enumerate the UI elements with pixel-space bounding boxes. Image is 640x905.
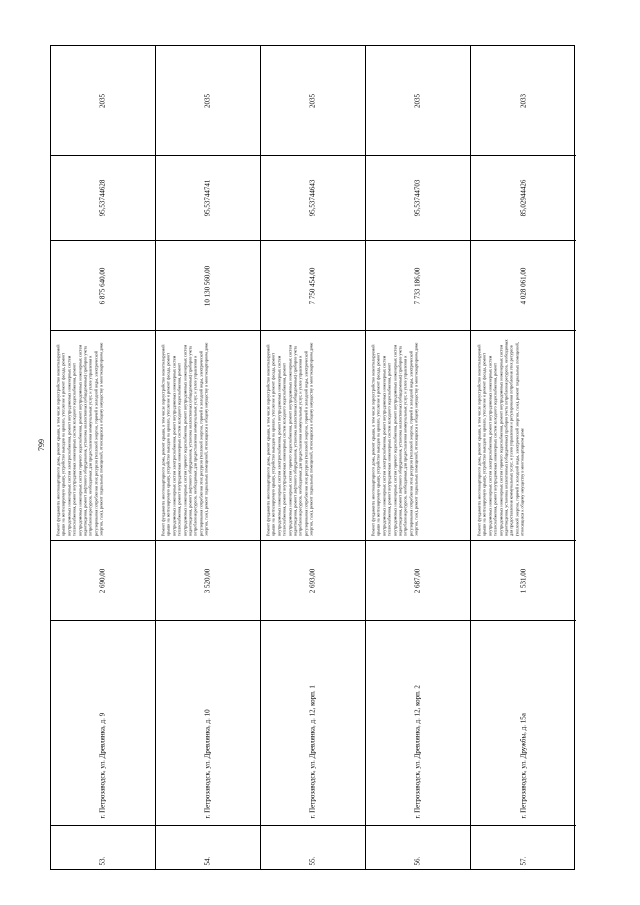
total-cost: 10 130 560,00 [203, 265, 212, 306]
planned-year: 2035 [413, 93, 422, 108]
planned-year: 2035 [98, 93, 107, 108]
building-address: г. Петрозаводск, ул. Древлянка, д. 10 [203, 709, 212, 819]
planned-year: 2033 [519, 93, 527, 108]
building-area: 2 687,00 [413, 568, 422, 593]
row-number: 57. [519, 856, 527, 865]
table-row [156, 46, 261, 869]
unit-cost: 95,53744628 [98, 179, 107, 217]
works-description: Ремонт фундамента многоквартирного дома, ремонт крыши, в том числе переустройство невентилируемой крыши на вентилируемую крышу, устройство выходов на кровлю, утепление и ремонт фасада, ремонт внутридомовых инженерных систем электроснабжения, ремонт внутридомовых инженерных систем теплоснабжения, ремонт внутридомовых инженерных систем холодного водоснабжения, ремонт внутридомовых инженерных систем горячего водоснабжения, ремонт внутридомовых инженерных систем водоотведения, ремонт лифтового оборудования, установка коллективных (общедомовых) приборов учета потребления ресурсов, необходимых для предоставления коммунальных услуг, и узлов управления и регулирования потребления этих ресурсов (тепловой энергии, горячей и холодной воды, электрической энергии, газа), ремонт подвальных помещений, относящихся к общему имуществу в многоквартирном доме [370, 342, 419, 536]
building-address: г. Петрозаводск, ул. Дружбы, д. 15а [519, 713, 527, 819]
table-row [366, 46, 471, 869]
building-area: 1 531,00 [519, 568, 527, 593]
works-description: Ремонт фундамента многоквартирного дома, ремонт крыши, в том числе переустройство невентилируемой крыши на вентилируемую крышу, устройство выходов на кровлю, утепление и ремонт фасада, ремонт внутридомовых инженерных систем электроснабжения, ремонт внутридомовых инженерных систем теплоснабжения, ремонт внутридомовых инженерных систем холодного водоснабжения, ремонт внутридомовых инженерных систем горячего водоснабжения, ремонт внутридомовых инженерных систем водоотведения, ремонт лифтового оборудования, установка коллективных (общедомовых) приборов учета потребления ресурсов, необходимых для предоставления коммунальных услуг, и узлов управления и регулирования потребления этих ресурсов (тепловой энергии, горячей и холодной воды, электрической энергии, газа), ремонт подвальных помещений, относящихся к общему имуществу в многоквартирном доме [55, 342, 104, 536]
row-number: 56. [413, 856, 422, 865]
building-area: 3 520,00 [203, 568, 212, 593]
building-area: 2 690,00 [98, 568, 107, 593]
total-cost: 6 875 640,00 [98, 267, 107, 304]
table-row [471, 46, 576, 869]
table-row [51, 46, 156, 869]
planned-year: 2035 [203, 93, 212, 108]
total-cost: 7 733 186,00 [413, 267, 422, 304]
page-number: 799 [37, 439, 46, 451]
table-row [261, 46, 366, 869]
unit-cost: 85,02944426 [519, 179, 527, 217]
works-table [50, 45, 575, 870]
unit-cost: 95,53744643 [308, 179, 317, 217]
total-cost: 4 028 061,00 [519, 267, 527, 304]
building-address: г. Петрозаводск, ул. Древлянка, д. 12, корп. 1 [308, 685, 317, 819]
total-cost: 7 750 454,00 [308, 267, 317, 304]
building-area: 2 693,00 [308, 568, 317, 593]
works-description: Ремонт фундамента многоквартирного дома, ремонт крыши, в том числе переустройство невентилируемой крыши на вентилируемую крышу, устройство выходов на кровлю, утепление и ремонт фасада, ремонт внутридомовых инженерных систем электроснабжения, ремонт внутридомовых инженерных систем теплоснабжения, ремонт внутридомовых инженерных систем холодного водоснабжения, ремонт внутридомовых инженерных систем горячего водоснабжения, ремонт внутридомовых инженерных систем водоотведения, установка коллективных (общедомовых) приборов учета потребления ресурсов, необходимых для предоставления коммунальных услуг, и узлов управления и регулирования потребления этих ресурсов (тепловой энергии, горячей и холодной воды, электрической энергии, газа), ремонт подвальных помещений, относящихся к общему имуществу в многоквартирном доме [476, 338, 525, 536]
unit-cost: 95,53744741 [203, 179, 212, 217]
planned-year: 2035 [308, 93, 317, 108]
works-description: Ремонт фундамента многоквартирного дома, ремонт крыши, в том числе переустройство невентилируемой крыши на вентилируемую крышу, устройство выходов на кровлю, утепление и ремонт фасада, ремонт внутридомовых инженерных систем электроснабжения, ремонт внутридомовых инженерных систем теплоснабжения, ремонт внутридомовых инженерных систем холодного водоснабжения, ремонт внутридомовых инженерных систем горячего водоснабжения, ремонт внутридомовых инженерных систем водоотведения, ремонт лифтового оборудования, установка коллективных (общедомовых) приборов учета потребления ресурсов, необходимых для предоставления коммунальных услуг, и узлов управления и регулирования потребления этих ресурсов (тепловой энергии, горячей и холодной воды, электрической энергии, газа), ремонт подвальных помещений, относящихся к общему имуществу в многоквартирном доме [160, 342, 209, 536]
building-address: г. Петрозаводск, ул. Древлянка, д. 9 [98, 712, 107, 819]
row-number: 53. [98, 856, 107, 865]
row-number: 55. [308, 856, 317, 865]
unit-cost: 95,53744703 [413, 179, 422, 217]
building-address: г. Петрозаводск, ул. Древлянка, д. 12, корп. 2 [413, 685, 422, 819]
works-description: Ремонт фундамента многоквартирного дома, ремонт крыши, в том числе переустройство невентилируемой крыши на вентилируемую крышу, устройство выходов на кровлю, утепление и ремонт фасада, ремонт внутридомовых инженерных систем электроснабжения, ремонт внутридомовых инженерных систем теплоснабжения, ремонт внутридомовых инженерных систем холодного водоснабжения, ремонт внутридомовых инженерных систем горячего водоснабжения, ремонт внутридомовых инженерных систем водоотведения, ремонт лифтового оборудования, установка коллективных (общедомовых) приборов учета потребления ресурсов, необходимых для предоставления коммунальных услуг, и узлов управления и регулирования потребления этих ресурсов (тепловой энергии, горячей и холодной воды, электрической энергии, газа), ремонт подвальных помещений, относящихся к общему имуществу в многоквартирном доме [265, 342, 314, 536]
row-number: 54. [203, 856, 212, 865]
